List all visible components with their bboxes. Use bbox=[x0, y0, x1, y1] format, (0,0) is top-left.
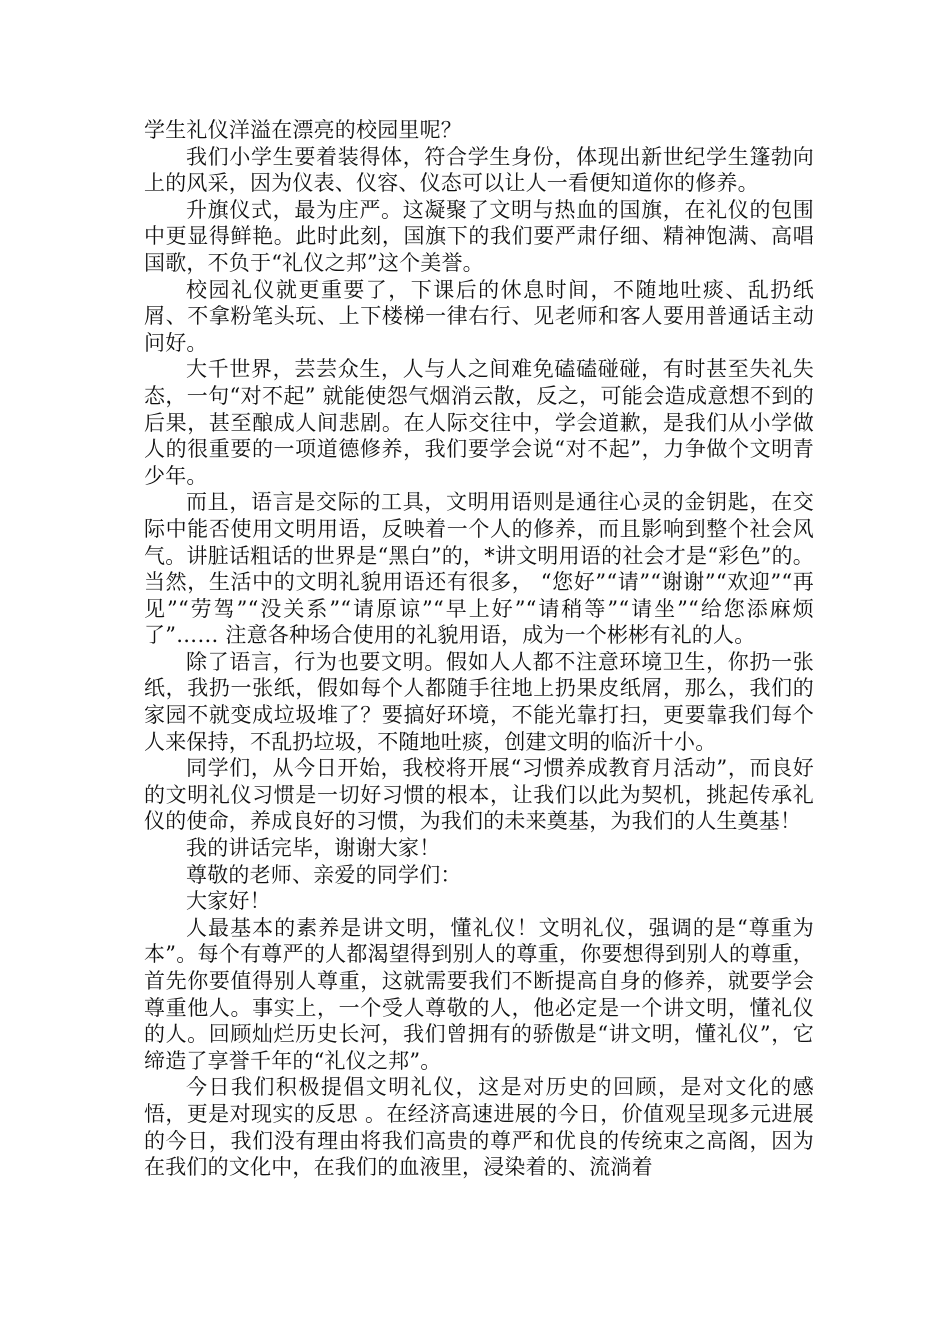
paragraph-11: 大家好！ bbox=[186, 889, 271, 914]
paragraph-12: 人最基本的素养是讲文明，懂礼仪！文明礼仪，强调的是“尊重为本”。每个有尊严的人都渴望得到别人的尊重，你要想得到别人的尊重，首先你要值得别人尊重，这就需要我们不断提高自身的修养，就要学会尊重他人。事实上，一个受人尊敬的人，他必定是一个讲文明，懂礼仪的人。回顾灿烂历史长河，我们曾拥有的骄傲是“讲文明，懂礼仪”，它缔造了享誉千年的“礼仪之邦”。 bbox=[144, 915, 814, 1073]
paragraph-8: 同学们，从今日开始，我校将开展“习惯养成教育月活动”，而良好的文明礼仪习惯是一切好习惯的根本，让我们以此为契机，挑起传承礼仪的使命，养成良好的习惯，为我们的未来奠基，为我们的人生奠基！ bbox=[144, 756, 814, 834]
paragraph-3: 升旗仪式，最为庄严。这凝聚了文明与热血的国旗，在礼仪的包围中更显得鲜艳。此时此刻，国旗下的我们要严肃仔细、精神饱满、高唱国歌，不负于“礼仪之邦”这个美誉。 bbox=[144, 197, 814, 275]
paragraph-4: 校园礼仪就更重要了，下课后的休息时间，不随地吐痰、乱扔纸屑、不拿粉笔头玩、上下楼梯一律右行、见老师和客人要用普通话主动问好。 bbox=[144, 277, 814, 355]
paragraph-10: 尊敬的老师、亲爱的同学们： bbox=[186, 862, 462, 887]
paragraph-1: 学生礼仪洋溢在漂亮的校园里呢？ bbox=[144, 118, 462, 142]
paragraph-7: 除了语言，行为也要文明。假如人人都不注意环境卫生，你扔一张纸，我扔一张纸，假如每个人都随手往地上扔果皮纸屑，那么，我们的家园不就变成垃圾堆了？要搞好环境，不能光靠打扫，更要靠我们每个人来保持，不乱扔垃圾，不随地吐痰，创建文明的临沂十小。 bbox=[144, 649, 814, 754]
paragraph-13: 今日我们积极提倡文明礼仪，这是对历史的回顾，是对文化的感悟，更是对现实的反思 。在经济高速进展的今日，价值观呈现多元进展的今日，我们没有理由将我们高贵的尊严和优良的传统束之高阁，因为在我们的文化中，在我们的血液里，浸染着的、流淌着 bbox=[144, 1075, 814, 1180]
paragraph-6: 而且，语言是交际的工具，文明用语则是通往心灵的金钥匙，在交际中能否使用文明用语，反映着一个人的修养，而且影响到整个社会风气。讲脏话粗话的世界是“黑白”的，*讲文明用语的社会才是“彩色”的。当然，生活中的文明礼貌用语还有很多， “您好”“请”“谢谢”“欢迎”“再见”“劳驾”“没关系”“请原谅”“早上好”“请稍等”“请坐”“给您添麻烦了”…… 注意各种场合使用的礼貌用语，成为一个彬彬有礼的人。 bbox=[144, 490, 814, 648]
paragraph-5: 大千世界，芸芸众生，人与人之间难免磕磕碰碰，有时甚至失礼失态，一句“对不起” 就能使怨气烟消云散，反之，可能会造成意想不到的后果，甚至酿成人间悲剧。在人际交往中，学会道歉，是我们从小学做人的很重要的一项道德修养，我们要学会说“对不起”，力争做个文明青少年。 bbox=[144, 357, 814, 488]
document-page bbox=[144, 117, 814, 1181]
paragraph-2: 我们小学生要着装得体，符合学生身份，体现出新世纪学生篷勃向上的风采，因为仪表、仪容、仪态可以让人一看便知道你的修养。 bbox=[144, 144, 814, 196]
paragraph-9: 我的讲话完毕，谢谢大家！ bbox=[186, 836, 441, 861]
